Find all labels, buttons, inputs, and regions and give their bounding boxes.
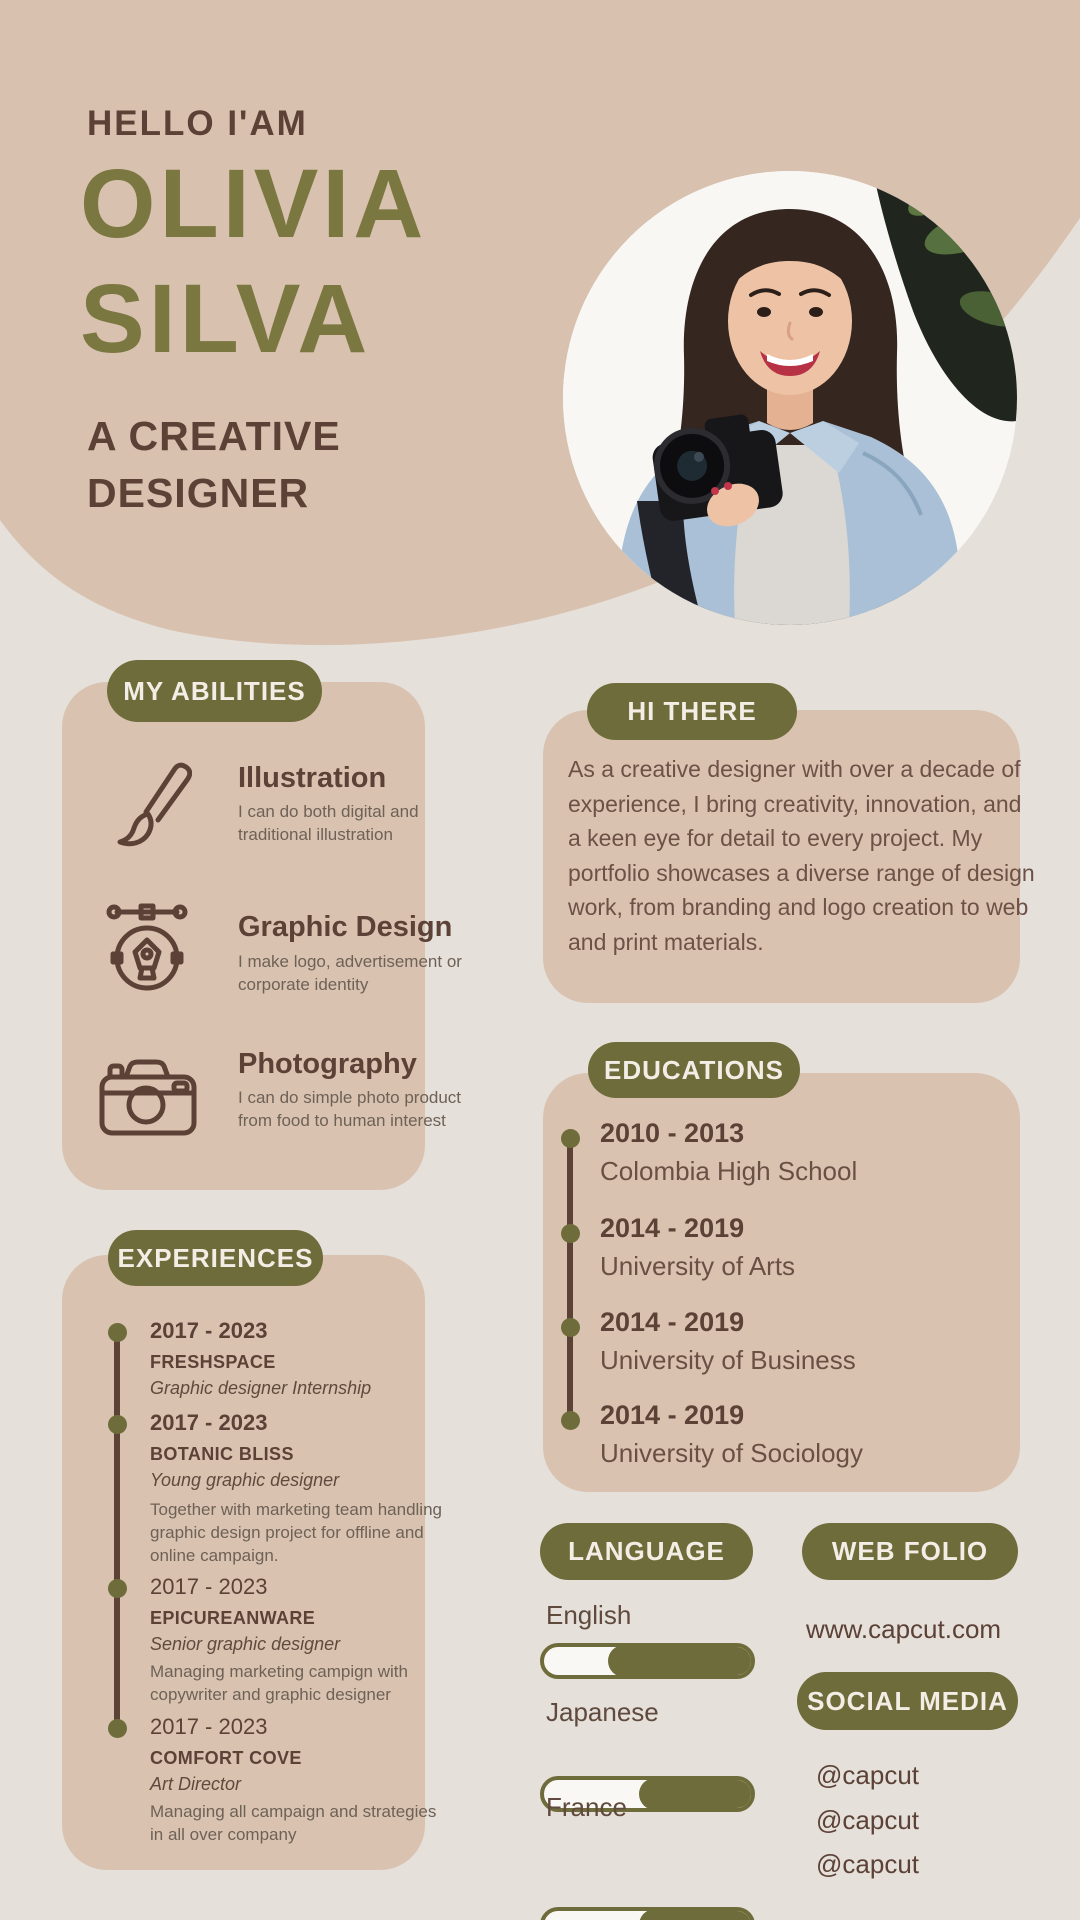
experience-years: 2017 - 2023 <box>150 1318 268 1343</box>
timeline-dot <box>561 1318 580 1337</box>
education-years: 2014 - 2019 <box>600 1307 745 1337</box>
abilities-badge: MY ABILITIES <box>107 660 322 722</box>
experience-description: Managing all campaign and strategies in all over company <box>150 1802 437 1844</box>
ability-title: Photography <box>238 1048 417 1080</box>
hero-role-line1: A CREATIVE <box>87 413 341 459</box>
language-badge: LANGUAGE <box>540 1523 753 1580</box>
education-years: 2014 - 2019 <box>600 1400 745 1430</box>
experience-role: Art Director <box>150 1774 242 1794</box>
timeline-dot <box>108 1579 127 1598</box>
ability-description: I can do simple photo product from food to human interest <box>238 1088 462 1130</box>
experience-company: FRESHSPACE <box>150 1352 276 1372</box>
education-school: University of Arts <box>600 1251 796 1281</box>
hero-first-name: OLIVIA <box>80 149 428 258</box>
education-years: 2010 - 2013 <box>600 1118 745 1148</box>
experience-years: 2017 - 2023 <box>150 1410 268 1435</box>
about-text: As a creative designer with over a decade of experience, I bring creativity, innovation, and a keen eye for detail to every project. My portfolio showcases a diverse range of design work, from branding and logo creation to web and print materials. <box>568 756 1035 955</box>
experience-years: 2017 - 2023 <box>150 1714 268 1739</box>
timeline-dot <box>108 1719 127 1738</box>
profile-photo-illustration <box>563 171 1017 625</box>
webfolio-badge: WEB FOLIO <box>802 1523 1018 1580</box>
education-school: Colombia High School <box>600 1156 858 1186</box>
camera-icon <box>98 1055 198 1137</box>
education-school: University of Sociology <box>600 1438 863 1468</box>
experience-years: 2017 - 2023 <box>150 1574 268 1599</box>
timeline-dot <box>108 1323 127 1342</box>
pen-tool-icon <box>105 898 189 998</box>
language-level-fill <box>639 1909 753 1920</box>
hero-role <box>87 408 341 522</box>
educations-badge: EDUCATIONS <box>588 1042 800 1098</box>
experiences-badge: EXPERIENCES <box>108 1230 323 1286</box>
ability-title: Graphic Design <box>238 911 453 943</box>
timeline-dot <box>108 1415 127 1434</box>
experience-role: Senior graphic designer <box>150 1634 341 1654</box>
experience-company: BOTANIC BLISS <box>150 1444 294 1464</box>
experience-company: COMFORT COVE <box>150 1748 302 1768</box>
social-handle[interactable]: @capcut <box>816 1805 919 1835</box>
education-years: 2014 - 2019 <box>600 1213 745 1243</box>
paintbrush-icon <box>108 756 192 848</box>
educations-timeline <box>567 1138 573 1420</box>
about-badge: HI THERE <box>587 683 797 740</box>
experience-company: EPICUREANWARE <box>150 1608 316 1628</box>
language-name: Japanese <box>546 1697 659 1727</box>
experience-role: Graphic designer Internship <box>150 1378 372 1398</box>
language-name: English <box>546 1600 632 1630</box>
experience-role: Young graphic designer <box>150 1470 340 1490</box>
hero-last-name: SILVA <box>80 264 372 373</box>
social-badge: SOCIAL MEDIA <box>797 1672 1018 1730</box>
language-level-bar <box>540 1907 755 1920</box>
social-handle[interactable]: @capcut <box>816 1849 919 1879</box>
hero-role-line2: DESIGNER <box>87 470 310 516</box>
timeline-dot <box>561 1129 580 1148</box>
education-school: University of Business <box>600 1345 856 1375</box>
experience-description: Managing marketing campign with copywriter and graphic designer <box>150 1662 408 1704</box>
ability-title: Illustration <box>238 762 387 794</box>
timeline-dot <box>561 1411 580 1430</box>
language-level-fill <box>608 1645 753 1677</box>
language-level-bar <box>540 1643 755 1679</box>
hero-name <box>80 146 427 376</box>
timeline-dot <box>561 1224 580 1243</box>
experiences-timeline <box>114 1332 120 1728</box>
experience-description: Together with marketing team handling graphic design project for offline and online campaign. <box>150 1500 442 1565</box>
social-handle[interactable]: @capcut <box>816 1760 919 1790</box>
webfolio-url[interactable]: www.capcut.com <box>806 1614 1002 1644</box>
profile-photo <box>563 171 1017 625</box>
ability-description: I make logo, advertisement or corporate identity <box>238 952 462 994</box>
language-level-fill <box>639 1778 753 1810</box>
language-name: France <box>546 1792 627 1822</box>
ability-description: I can do both digital and traditional illustration <box>238 802 419 844</box>
hero-greeting: HELLO I'AM <box>87 104 308 143</box>
